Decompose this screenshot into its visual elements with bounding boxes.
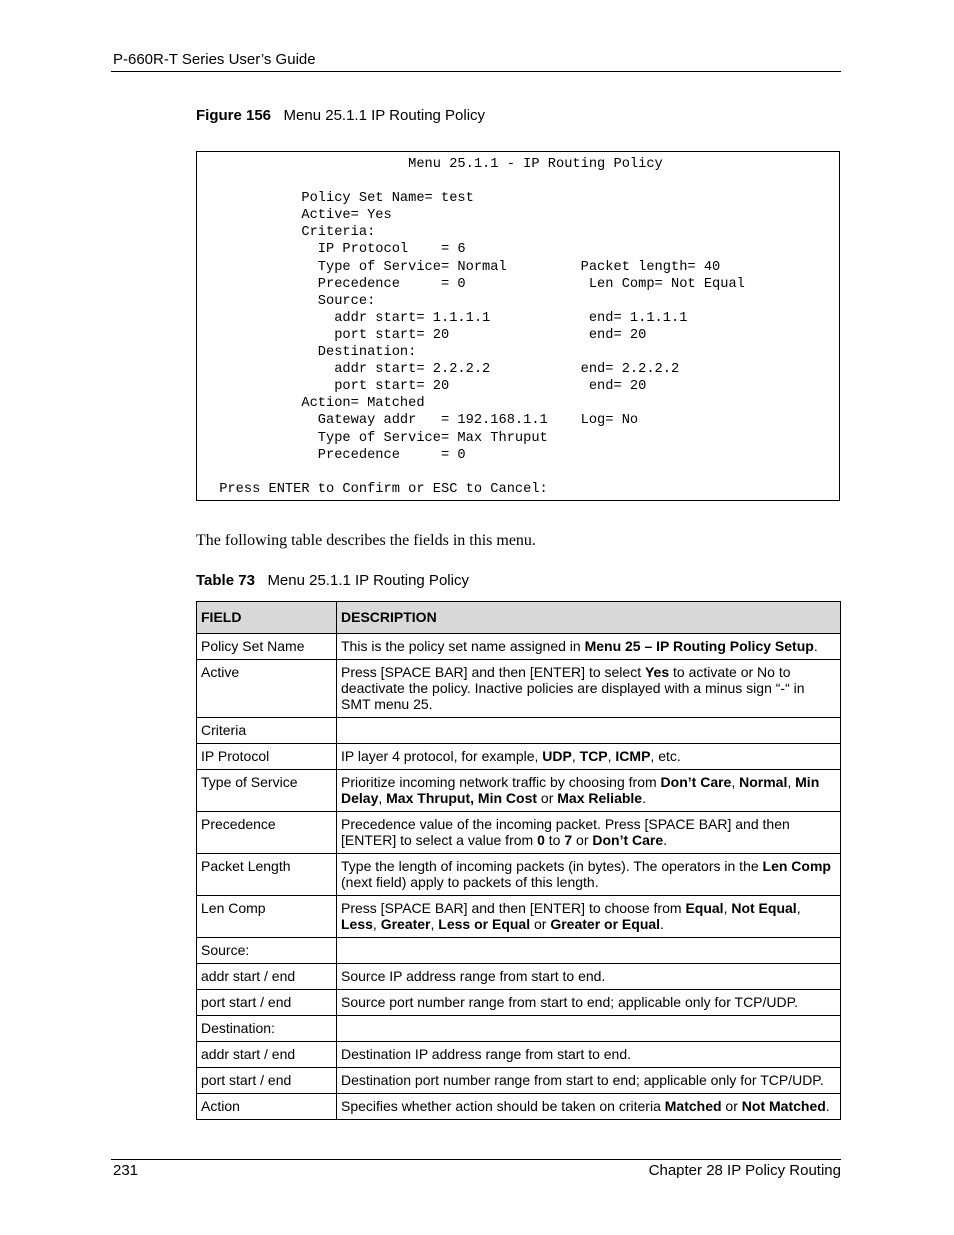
console-line: IP Protocol = 6 <box>211 242 466 258</box>
field-cell: IP Protocol <box>197 744 337 770</box>
description-text: . <box>660 916 664 932</box>
description-text: Precedence value of the incoming packet. Press [SPACE BAR] and then [ENTER] to select a value from <box>341 816 790 848</box>
table-row <box>197 812 841 854</box>
description-bold: Not Matched <box>741 1098 826 1114</box>
field-cell: Active <box>197 660 337 718</box>
description-cell <box>337 1016 841 1042</box>
description-text: to activate or No to deactivate the policy. Inactive policies are displayed with a minus sign “-“ in SMT menu 25. <box>341 664 805 712</box>
description-text: , <box>787 774 796 790</box>
console-line: Active= Yes <box>211 208 392 224</box>
table-caption <box>196 572 469 589</box>
description-bold: 7 <box>564 832 573 848</box>
description-bold: Min Delay <box>341 774 820 806</box>
header-field: FIELD <box>197 602 337 634</box>
console-line: Policy Set Name= test <box>211 191 474 207</box>
description-text: , <box>607 748 616 764</box>
table-row <box>197 1016 841 1042</box>
table-row <box>197 990 841 1016</box>
description-text: or <box>721 1098 742 1114</box>
console-line: Menu 25.1.1 - IP Routing Policy <box>211 157 663 172</box>
console-screen <box>196 151 840 501</box>
description-text: , <box>372 916 381 932</box>
header-description: DESCRIPTION <box>337 602 841 634</box>
description-bold: Menu 25 – IP Routing Policy Setup <box>584 638 814 654</box>
console-line: addr start= 2.2.2.2 end= 2.2.2.2 <box>211 362 680 378</box>
description-cell <box>337 718 841 744</box>
description-text: , <box>796 900 801 916</box>
description-text: , <box>731 774 740 790</box>
description-cell <box>337 660 841 718</box>
intro-paragraph: The following table describes the fields in this menu. <box>196 532 536 549</box>
description-text: Prioritize incoming network traffic by choosing from <box>341 774 661 790</box>
field-cell: port start / end <box>197 990 337 1016</box>
console-line: Source: <box>211 293 376 309</box>
field-cell: Precedence <box>197 812 337 854</box>
description-cell <box>337 1042 841 1068</box>
description-text: or <box>537 790 558 806</box>
table-row <box>197 938 841 964</box>
description-bold: Max Reliable <box>557 790 643 806</box>
table-row <box>197 896 841 938</box>
fields-table <box>196 601 841 1120</box>
table-row <box>197 1094 841 1120</box>
field-cell: Action <box>197 1094 337 1120</box>
description-cell <box>337 990 841 1016</box>
description-bold: Don’t Care <box>660 774 732 790</box>
field-cell: addr start / end <box>197 1042 337 1068</box>
table-body <box>197 634 841 1120</box>
description-bold: Don’t Care <box>592 832 664 848</box>
description-bold: UDP <box>542 748 572 764</box>
description-text: to <box>544 832 565 848</box>
description-cell <box>337 1068 841 1094</box>
description-cell <box>337 812 841 854</box>
header-rule <box>111 71 841 72</box>
description-bold: Max Thruput, Min Cost <box>386 790 538 806</box>
figure-title: Menu 25.1.1 IP Routing Policy <box>283 107 486 124</box>
field-cell: Criteria <box>197 718 337 744</box>
field-cell: Source: <box>197 938 337 964</box>
console-line: Type of Service= Max Thruput <box>211 430 548 446</box>
table-title: Menu 25.1.1 IP Routing Policy <box>267 572 469 589</box>
description-cell <box>337 938 841 964</box>
description-cell <box>337 744 841 770</box>
field-cell: Policy Set Name <box>197 634 337 660</box>
table-row <box>197 660 841 718</box>
console-line: Action= Matched <box>211 396 425 412</box>
description-bold: 0 <box>537 832 545 848</box>
description-text: Type the length of incoming packets (in bytes). The operators in the <box>341 858 763 874</box>
description-text: , <box>571 748 580 764</box>
description-text: This is the policy set name assigned in <box>341 638 585 654</box>
description-cell <box>337 854 841 896</box>
console-line: Precedence = 0 <box>211 447 466 463</box>
description-text: Source IP address range from start to end. <box>341 968 606 984</box>
description-cell <box>337 634 841 660</box>
table-row <box>197 744 841 770</box>
description-text: or <box>530 916 551 932</box>
console-line: Destination: <box>211 345 417 361</box>
console-line: Press ENTER to Confirm or ESC to Cancel: <box>211 481 548 497</box>
description-text: Destination IP address range from start to end. <box>341 1046 632 1062</box>
console-line: Criteria: <box>211 225 376 241</box>
description-bold: Len Comp <box>762 858 831 874</box>
description-text: Press [SPACE BAR] and then [ENTER] to select <box>341 664 645 680</box>
page-number: 231 <box>113 1162 139 1179</box>
description-bold: TCP <box>579 748 608 764</box>
console-line: addr start= 1.1.1.1 end= 1.1.1.1 <box>211 310 688 326</box>
description-text: IP layer 4 protocol, for example, <box>341 748 543 764</box>
description-bold: Not Equal <box>731 900 797 916</box>
description-text: . <box>663 832 668 848</box>
description-cell <box>337 1094 841 1120</box>
field-cell: Len Comp <box>197 896 337 938</box>
table-row <box>197 770 841 812</box>
description-bold: Less <box>341 916 373 932</box>
table-header-row <box>197 602 841 634</box>
description-text: , <box>430 916 439 932</box>
description-bold: Greater <box>380 916 431 932</box>
console-line: port start= 20 end= 20 <box>211 327 647 343</box>
description-text: . <box>813 638 818 654</box>
console-line: Type of Service= Normal Packet length= 40 <box>211 259 721 275</box>
field-cell: addr start / end <box>197 964 337 990</box>
table-row <box>197 718 841 744</box>
description-bold: Matched <box>664 1098 722 1114</box>
table-row <box>197 854 841 896</box>
description-text: Specifies whether action should be taken on criteria <box>341 1098 665 1114</box>
description-text: Press [SPACE BAR] and then [ENTER] to choose from <box>341 900 686 916</box>
table-row <box>197 1042 841 1068</box>
description-text: . <box>825 1098 830 1114</box>
figure-caption <box>196 107 485 124</box>
console-line: port start= 20 end= 20 <box>211 379 647 395</box>
description-bold: Less or Equal <box>438 916 531 932</box>
description-text: , etc. <box>650 748 681 764</box>
description-bold: Greater or Equal <box>550 916 661 932</box>
chapter-title: Chapter 28 IP Policy Routing <box>648 1162 841 1179</box>
field-cell: Type of Service <box>197 770 337 812</box>
footer-rule <box>111 1159 841 1160</box>
table-row <box>197 1068 841 1094</box>
description-text: , <box>723 900 732 916</box>
table-row <box>197 964 841 990</box>
description-text: , <box>378 790 387 806</box>
console-line: Precedence = 0 Len Comp= Not Equal <box>211 276 745 292</box>
description-text: . <box>642 790 646 806</box>
console-text <box>211 156 745 498</box>
running-header: P-660R-T Series User’s Guide <box>113 51 316 68</box>
description-text: or <box>572 832 593 848</box>
description-cell <box>337 964 841 990</box>
description-text: Destination port number range from start to end; applicable only for TCP/UDP. <box>341 1072 824 1088</box>
figure-label: Figure 156 <box>196 107 272 124</box>
field-cell: Packet Length <box>197 854 337 896</box>
description-text: Source port number range from start to end; applicable only for TCP/UDP. <box>341 994 799 1010</box>
description-text: (next field) apply to packets of this length. <box>341 874 599 890</box>
description-cell <box>337 896 841 938</box>
field-cell: port start / end <box>197 1068 337 1094</box>
description-bold: Normal <box>739 774 788 790</box>
table-label: Table 73 <box>196 572 255 589</box>
field-cell: Destination: <box>197 1016 337 1042</box>
description-bold: Equal <box>685 900 724 916</box>
description-bold: ICMP <box>615 748 651 764</box>
description-cell <box>337 770 841 812</box>
table-row <box>197 634 841 660</box>
description-bold: Yes <box>644 664 670 680</box>
console-line: Gateway addr = 192.168.1.1 Log= No <box>211 413 639 429</box>
